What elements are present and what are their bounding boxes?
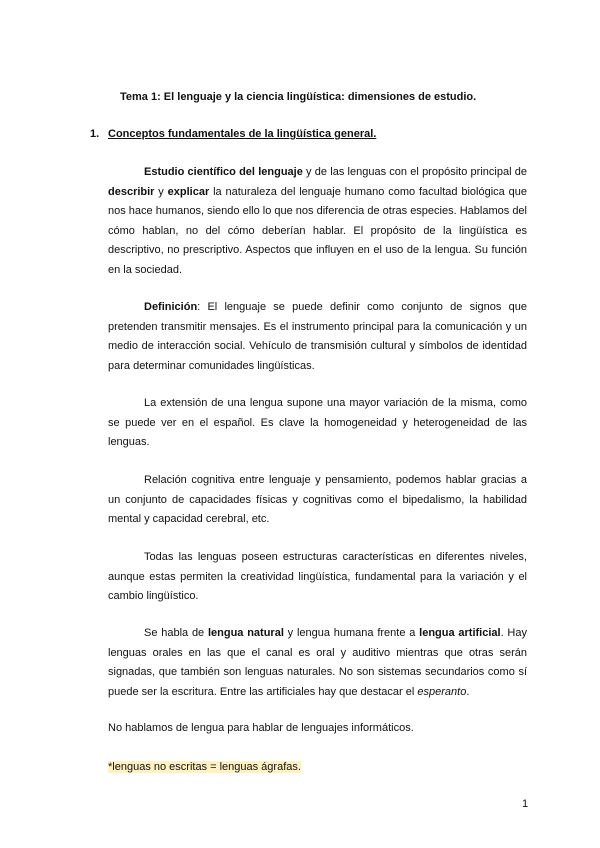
paragraph-lengua-natural: Se habla de lengua natural y lengua humana frente a lengua artificial. Hay lenguas orales en las que el canal es oral y auditivo mientras que otras serán signadas, que también son lenguas naturales. No son sistemas secundarios como sí puede ser la escritura. Entre las artificiales hay que destacar el esperanto. [108,627,527,698]
term-describir: describir [108,185,155,198]
highlighted-note: *lenguas no escritas = lenguas ágrafas. [108,761,301,773]
note-lenguas-agrafas [108,758,527,778]
paragraph-lenguajes-informaticos: No hablamos de lengua para hablar de lenguajes informáticos. [108,722,414,734]
paragraph-estudio: Estudio científico del lenguaje y de las lenguas con el propósito principal de describir y explicar la naturaleza del lenguaje humano como facultad biológica que nos hace humanos, siendo ello lo que nos diferencia de otras especies. Hablamos del cómo hablan, no del cómo deberían hablar. El propósito de la lingüística es descriptivo, no prescriptivo. Aspectos que influyen en el uso de la lengua. Su función en la sociedad. [108,166,527,276]
section-number: 1. [90,128,100,140]
paragraph-definicion: Definición: El lenguaje se puede definir como conjunto de signos que pretenden transmitir mensajes. Es el instrumento principal para la comunicación y un medio de interacción social. Vehículo de transmisión cultural y símbolos de identidad para determinar comunidades lingüísticas. [108,301,527,372]
term-estudio-cientifico: Estudio científico del lenguaje [144,166,303,178]
page-number: 1 [522,798,529,810]
term-lengua-artificial: lengua artificial [419,627,501,639]
term-explicar: explicar [167,185,210,198]
document-title: Tema 1: El lenguaje y la ciencia lingüística: dimensiones de estudio. [120,91,477,103]
term-lengua-natural: lengua natural [207,627,284,639]
term-esperanto: esperanto [417,685,467,698]
paragraph-estructuras: Todas las lenguas poseen estructuras características en diferentes niveles, aunque estas permiten la creatividad lingüística, fundamental para la variación y el cambio lingüístico. [108,551,527,602]
section-heading [90,128,376,140]
paragraph-extension: La extensión de una lengua supone una mayor variación de la misma, como se puede ver en el español. Es clave la homogeneidad y heterogeneidad de las lenguas. [108,397,527,448]
paragraph-relacion: Relación cognitiva entre lenguaje y pensamiento, podemos hablar gracias a un conjunto de capacidades físicas y cognitivas como el bipedalismo, la habilidad mental y capacidad cerebral, etc. [108,474,527,525]
term-definicion: Definición [144,301,198,313]
section-title: Conceptos fundamentales de la lingüística general. [108,128,377,140]
